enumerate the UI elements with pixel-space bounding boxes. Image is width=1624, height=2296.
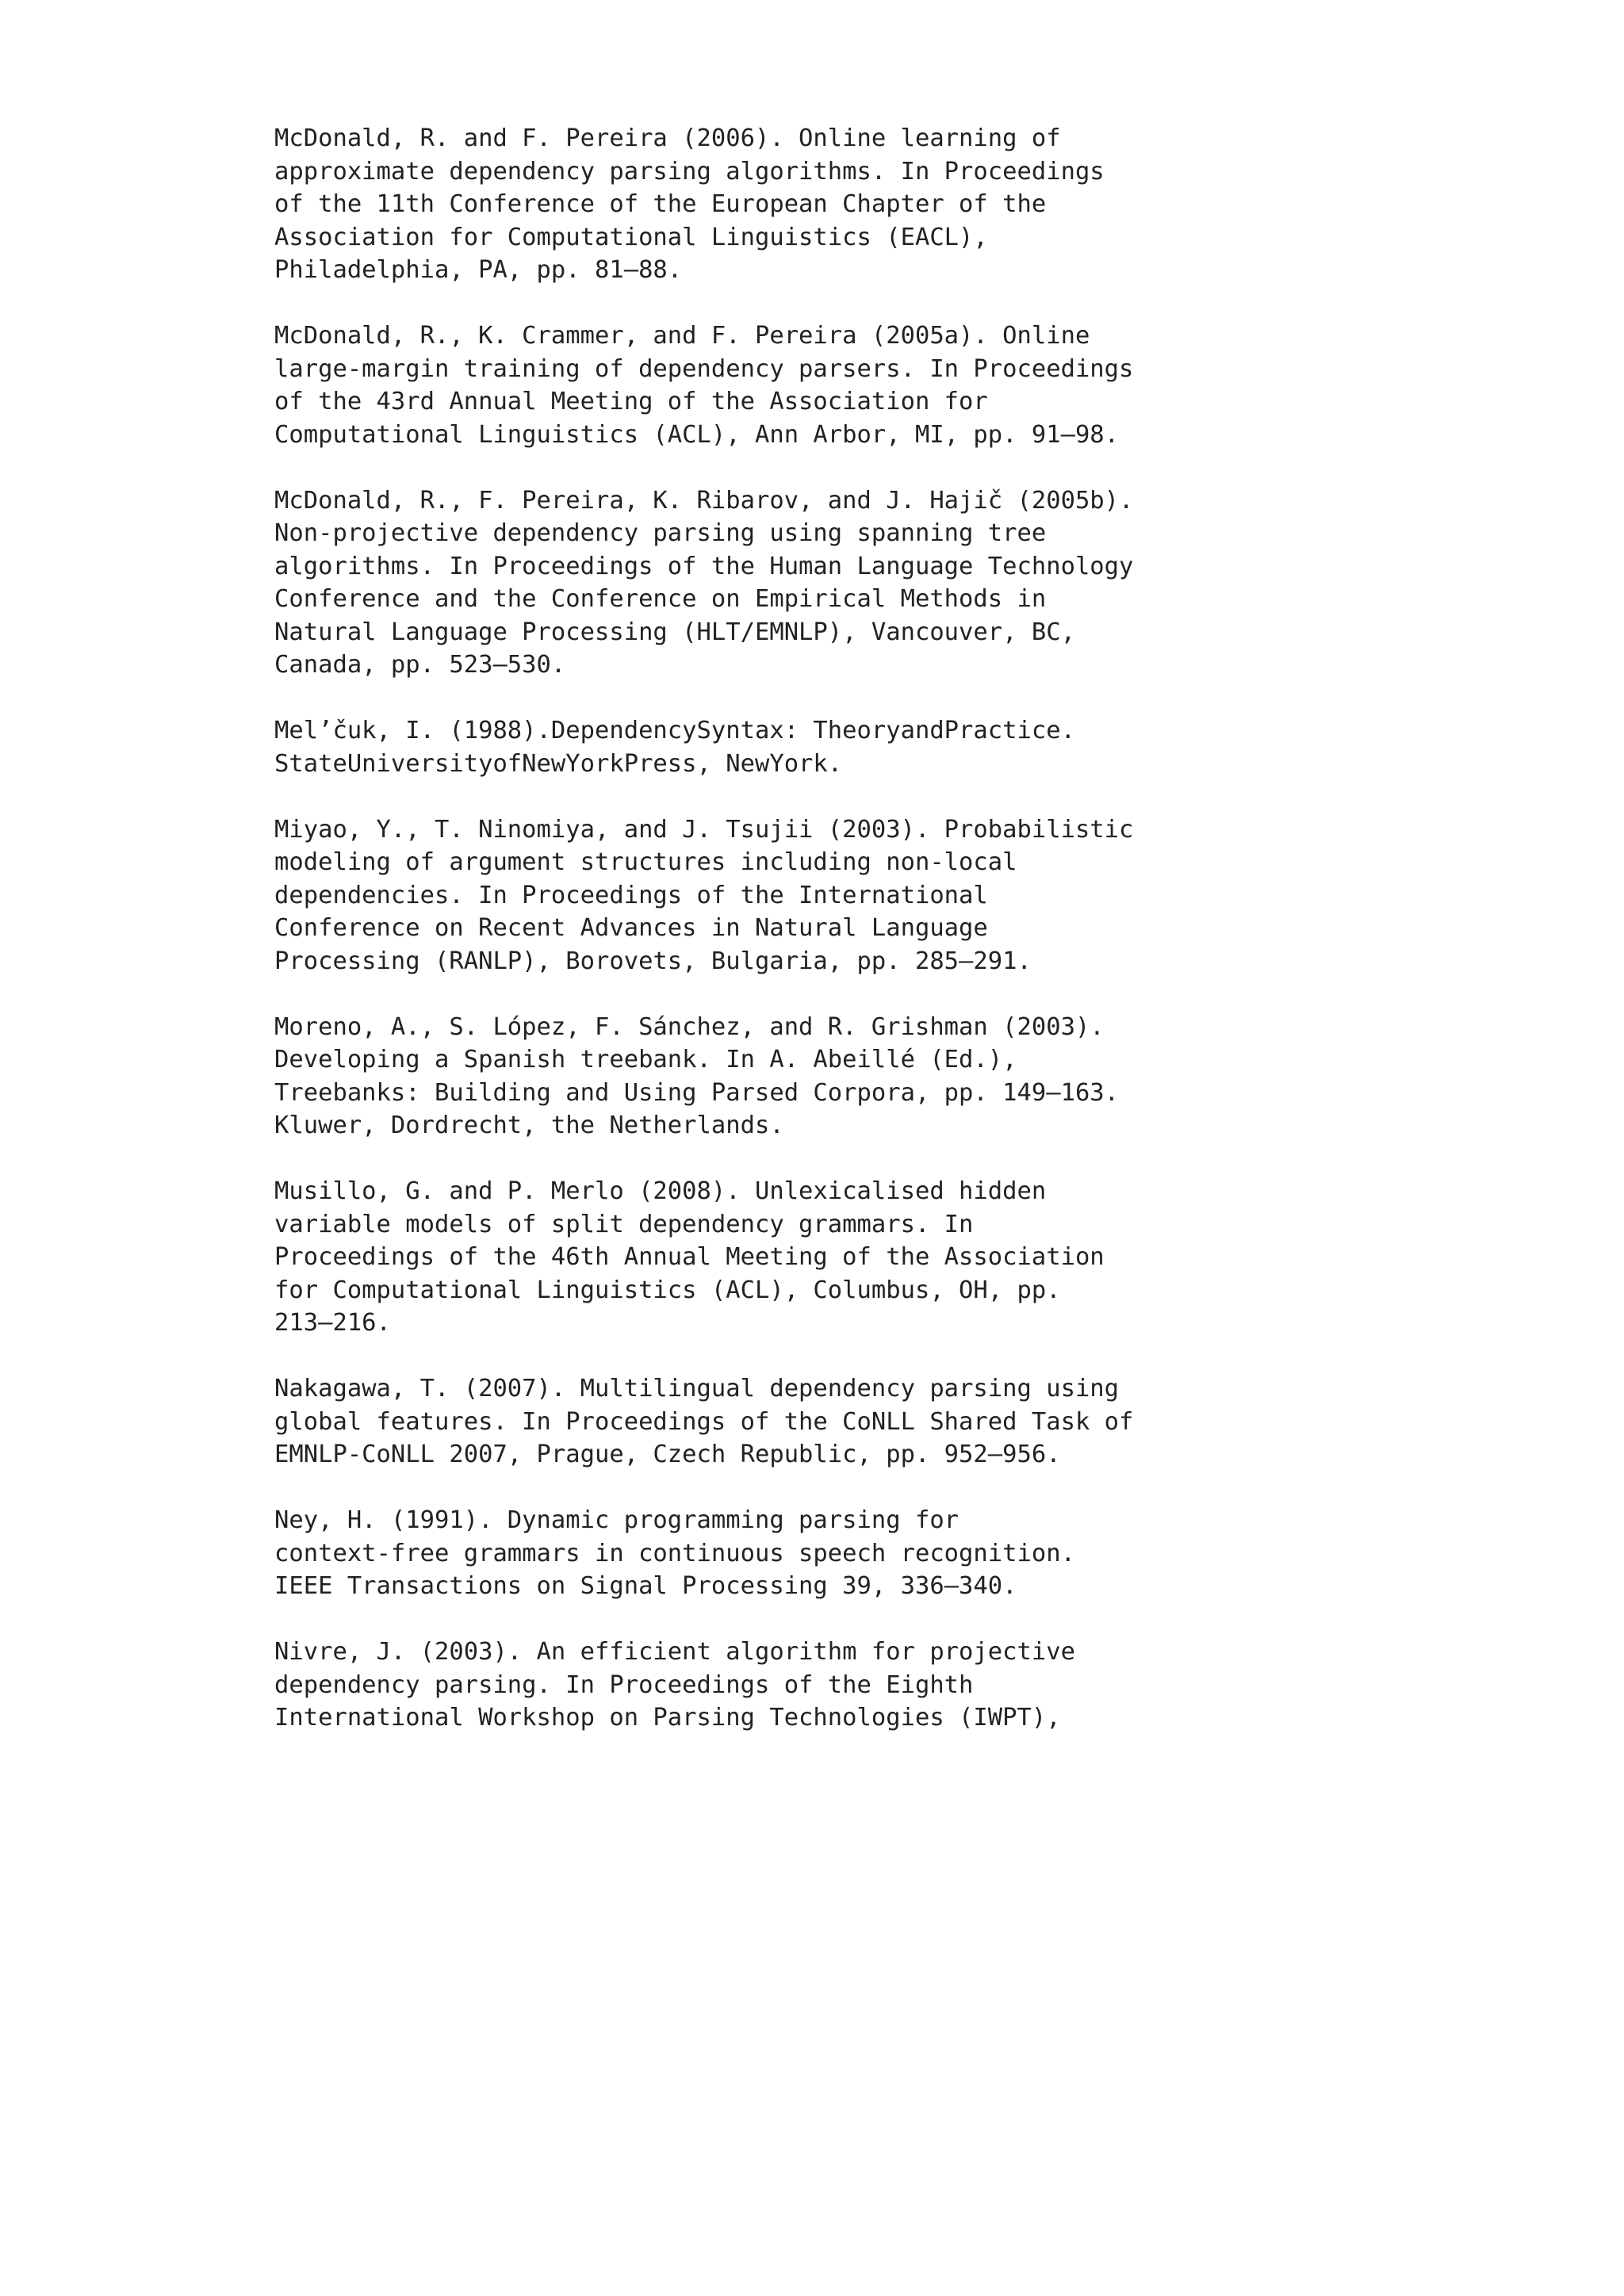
reference-line: Non-projective dependency parsing using spanning tree <box>274 519 1047 547</box>
reference-line: of the 11th Conference of the European Chapter of the <box>274 190 1047 218</box>
reference-entry <box>274 813 1464 978</box>
reference-line: 213–216. <box>274 1309 391 1337</box>
reference-line: Moreno, A., S. López, F. Sánchez, and R. Grishman (2003). <box>274 1012 1105 1041</box>
reference-entry <box>274 320 1464 451</box>
reference-line: Computational Linguistics (ACL), Ann Arbor, MI, pp. 91–98. <box>274 420 1120 449</box>
reference-line: Processing (RANLP), Borovets, Bulgaria, pp. 285–291. <box>274 947 1032 975</box>
reference-entry <box>274 484 1464 682</box>
reference-line: StateUniversityofNewYorkPress, NewYork. <box>274 749 843 778</box>
reference-entry <box>274 714 1464 780</box>
reference-entry <box>274 1504 1464 1603</box>
reference-list <box>274 122 1464 1767</box>
reference-line: algorithms. In Proceedings of the Human Language Technology <box>274 552 1134 580</box>
reference-line: Association for Computational Linguistics (EACL), <box>274 223 988 251</box>
reference-line: Mel’čuk, I. (1988).DependencySyntax: TheoryandPractice. <box>274 717 1075 744</box>
reference-line: Canada, pp. 523–530. <box>274 651 566 679</box>
reference-line: Treebanks: Building and Using Parsed Corpora, pp. 149–163. <box>274 1078 1120 1107</box>
reference-line: Nivre, J. (2003). An efficient algorithm for projective <box>274 1638 1075 1666</box>
reference-line: Musillo, G. and P. Merlo (2008). Unlexicalised hidden <box>274 1177 1047 1205</box>
reference-line: EMNLP-CoNLL 2007, Prague, Czech Republic, pp. 952–956. <box>274 1441 1061 1468</box>
reference-line: Nakagawa, T. (2007). Multilingual dependency parsing using <box>274 1375 1120 1402</box>
reference-line: dependencies. In Proceedings of the International <box>274 881 988 909</box>
reference-line: McDonald, R., F. Pereira, K. Ribarov, and J. Hajič (2005b). <box>274 486 1134 515</box>
reference-line: McDonald, R., K. Crammer, and F. Pereira (2005a). Online <box>274 322 1090 350</box>
reference-line: context-free grammars in continuous speech recognition. <box>274 1539 1075 1567</box>
reference-line: Philadelphia, PA, pp. 81–88. <box>274 256 683 284</box>
reference-line: International Workshop on Parsing Technologies (IWPT), <box>274 1704 1061 1732</box>
reference-line: variable models of split dependency grammars. In <box>274 1210 974 1238</box>
reference-line: Ney, H. (1991). Dynamic programming parsing for <box>274 1506 959 1534</box>
reference-entry <box>274 122 1464 287</box>
reference-line: Natural Language Processing (HLT/EMNLP), Vancouver, BC, <box>274 618 1075 646</box>
reference-line: Conference on Recent Advances in Natural Language <box>274 914 988 942</box>
reference-entry <box>274 1636 1464 1735</box>
reference-entry <box>274 1372 1464 1471</box>
reference-line: Kluwer, Dordrecht, the Netherlands. <box>274 1112 784 1139</box>
reference-line: McDonald, R. and F. Pereira (2006). Online learning of <box>274 124 1061 152</box>
reference-line: approximate dependency parsing algorithms. In Proceedings <box>274 157 1105 186</box>
reference-line: Miyao, Y., T. Ninomiya, and J. Tsujii (2003). Probabilistic <box>274 815 1134 844</box>
reference-line: for Computational Linguistics (ACL), Columbus, OH, pp. <box>274 1276 1061 1304</box>
reference-line: Developing a Spanish treebank. In A. Abeillé (Ed.), <box>274 1046 1017 1073</box>
reference-line: Conference and the Conference on Empirical Methods in <box>274 585 1047 613</box>
reference-line: modeling of argument structures including non-local <box>274 848 1017 876</box>
reference-line: of the 43rd Annual Meeting of the Association for <box>274 388 988 415</box>
reference-entry <box>274 1011 1464 1142</box>
reference-line: IEEE Transactions on Signal Processing 39, 336–340. <box>274 1572 1017 1600</box>
reference-line: Proceedings of the 46th Annual Meeting of the Association <box>274 1243 1105 1271</box>
reference-entry <box>274 1175 1464 1340</box>
reference-line: global features. In Proceedings of the CoNLL Shared Task of <box>274 1407 1134 1436</box>
reference-line: large-margin training of dependency parsers. In Proceedings <box>274 354 1134 383</box>
reference-line: dependency parsing. In Proceedings of the Eighth <box>274 1670 974 1699</box>
